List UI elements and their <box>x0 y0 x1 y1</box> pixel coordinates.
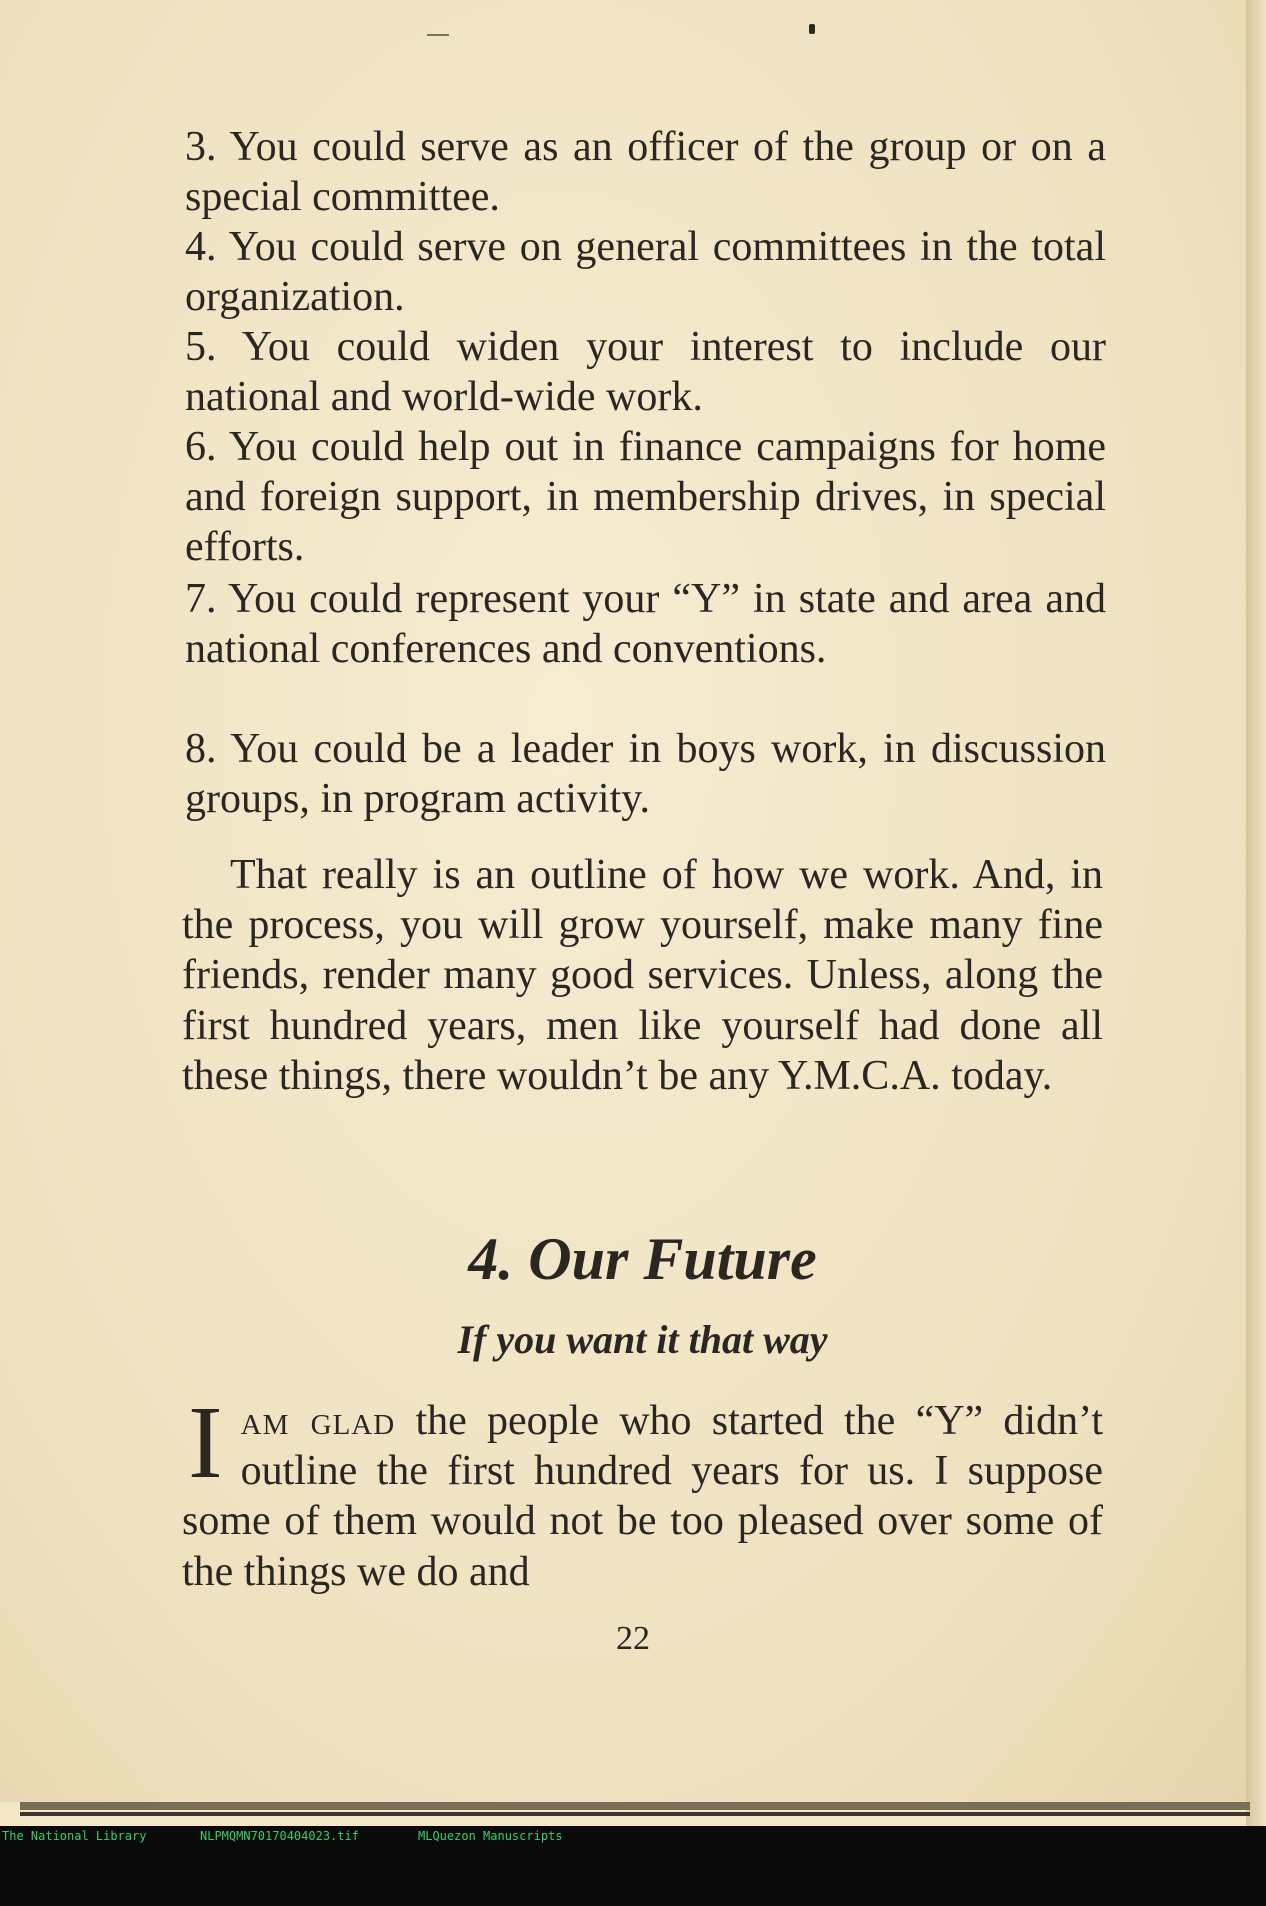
header-dash-mark <box>427 34 449 36</box>
footer-filename: NLPMQMN70170404023.tif <box>200 1829 359 1843</box>
section-body-paragraph <box>182 1385 1103 1597</box>
drop-cap: I <box>188 1385 223 1500</box>
page-number: 22 <box>616 1620 650 1657</box>
page-bottom-line <box>20 1812 1250 1816</box>
list-item-5: 5. You could widen your interest to include our national and world-wide work. <box>185 324 1106 421</box>
page-edge <box>1246 0 1266 1826</box>
section-body-text: the people who started the “Y” didn’t outline the first hundred years for us. I suppose some of them would not be too pleased over some of the things we do and <box>182 1398 1103 1595</box>
list-item-8: 8. You could be a leader in boys work, in discussion groups, in program activity. <box>185 726 1106 823</box>
section-subheading: If you want it that way <box>457 1317 828 1362</box>
header-ink-mark <box>809 24 815 34</box>
lead-smallcaps: am glad <box>240 1398 396 1444</box>
scan-footer <box>0 1826 1266 1846</box>
closing-paragraph: That really is an outline of how we work. And, in the process, you will grow yourself, make many fine friends, render many good services. Unless, along the first hundred years, men like yourself had done all these things, there wouldn’t be any Y.M.C.A. today. <box>182 852 1103 1099</box>
list-item-4: 4. You could serve on general committees in the total organization. <box>185 224 1106 321</box>
section-heading: 4. Our Future <box>468 1226 817 1292</box>
list-item-6: 6. You could help out in finance campaigns for home and foreign support, in membership drives, in special efforts. <box>185 424 1106 571</box>
footer-collection: MLQuezon Manuscripts <box>418 1829 563 1843</box>
list-item-3: 3. You could serve as an officer of the group or on a special committee. <box>185 124 1106 221</box>
page-bottom-shadow <box>20 1802 1250 1810</box>
footer-library: The National Library <box>2 1829 147 1843</box>
list-item-7: 7. You could represent your “Y” in state and area and national conferences and conventions. <box>185 576 1106 673</box>
